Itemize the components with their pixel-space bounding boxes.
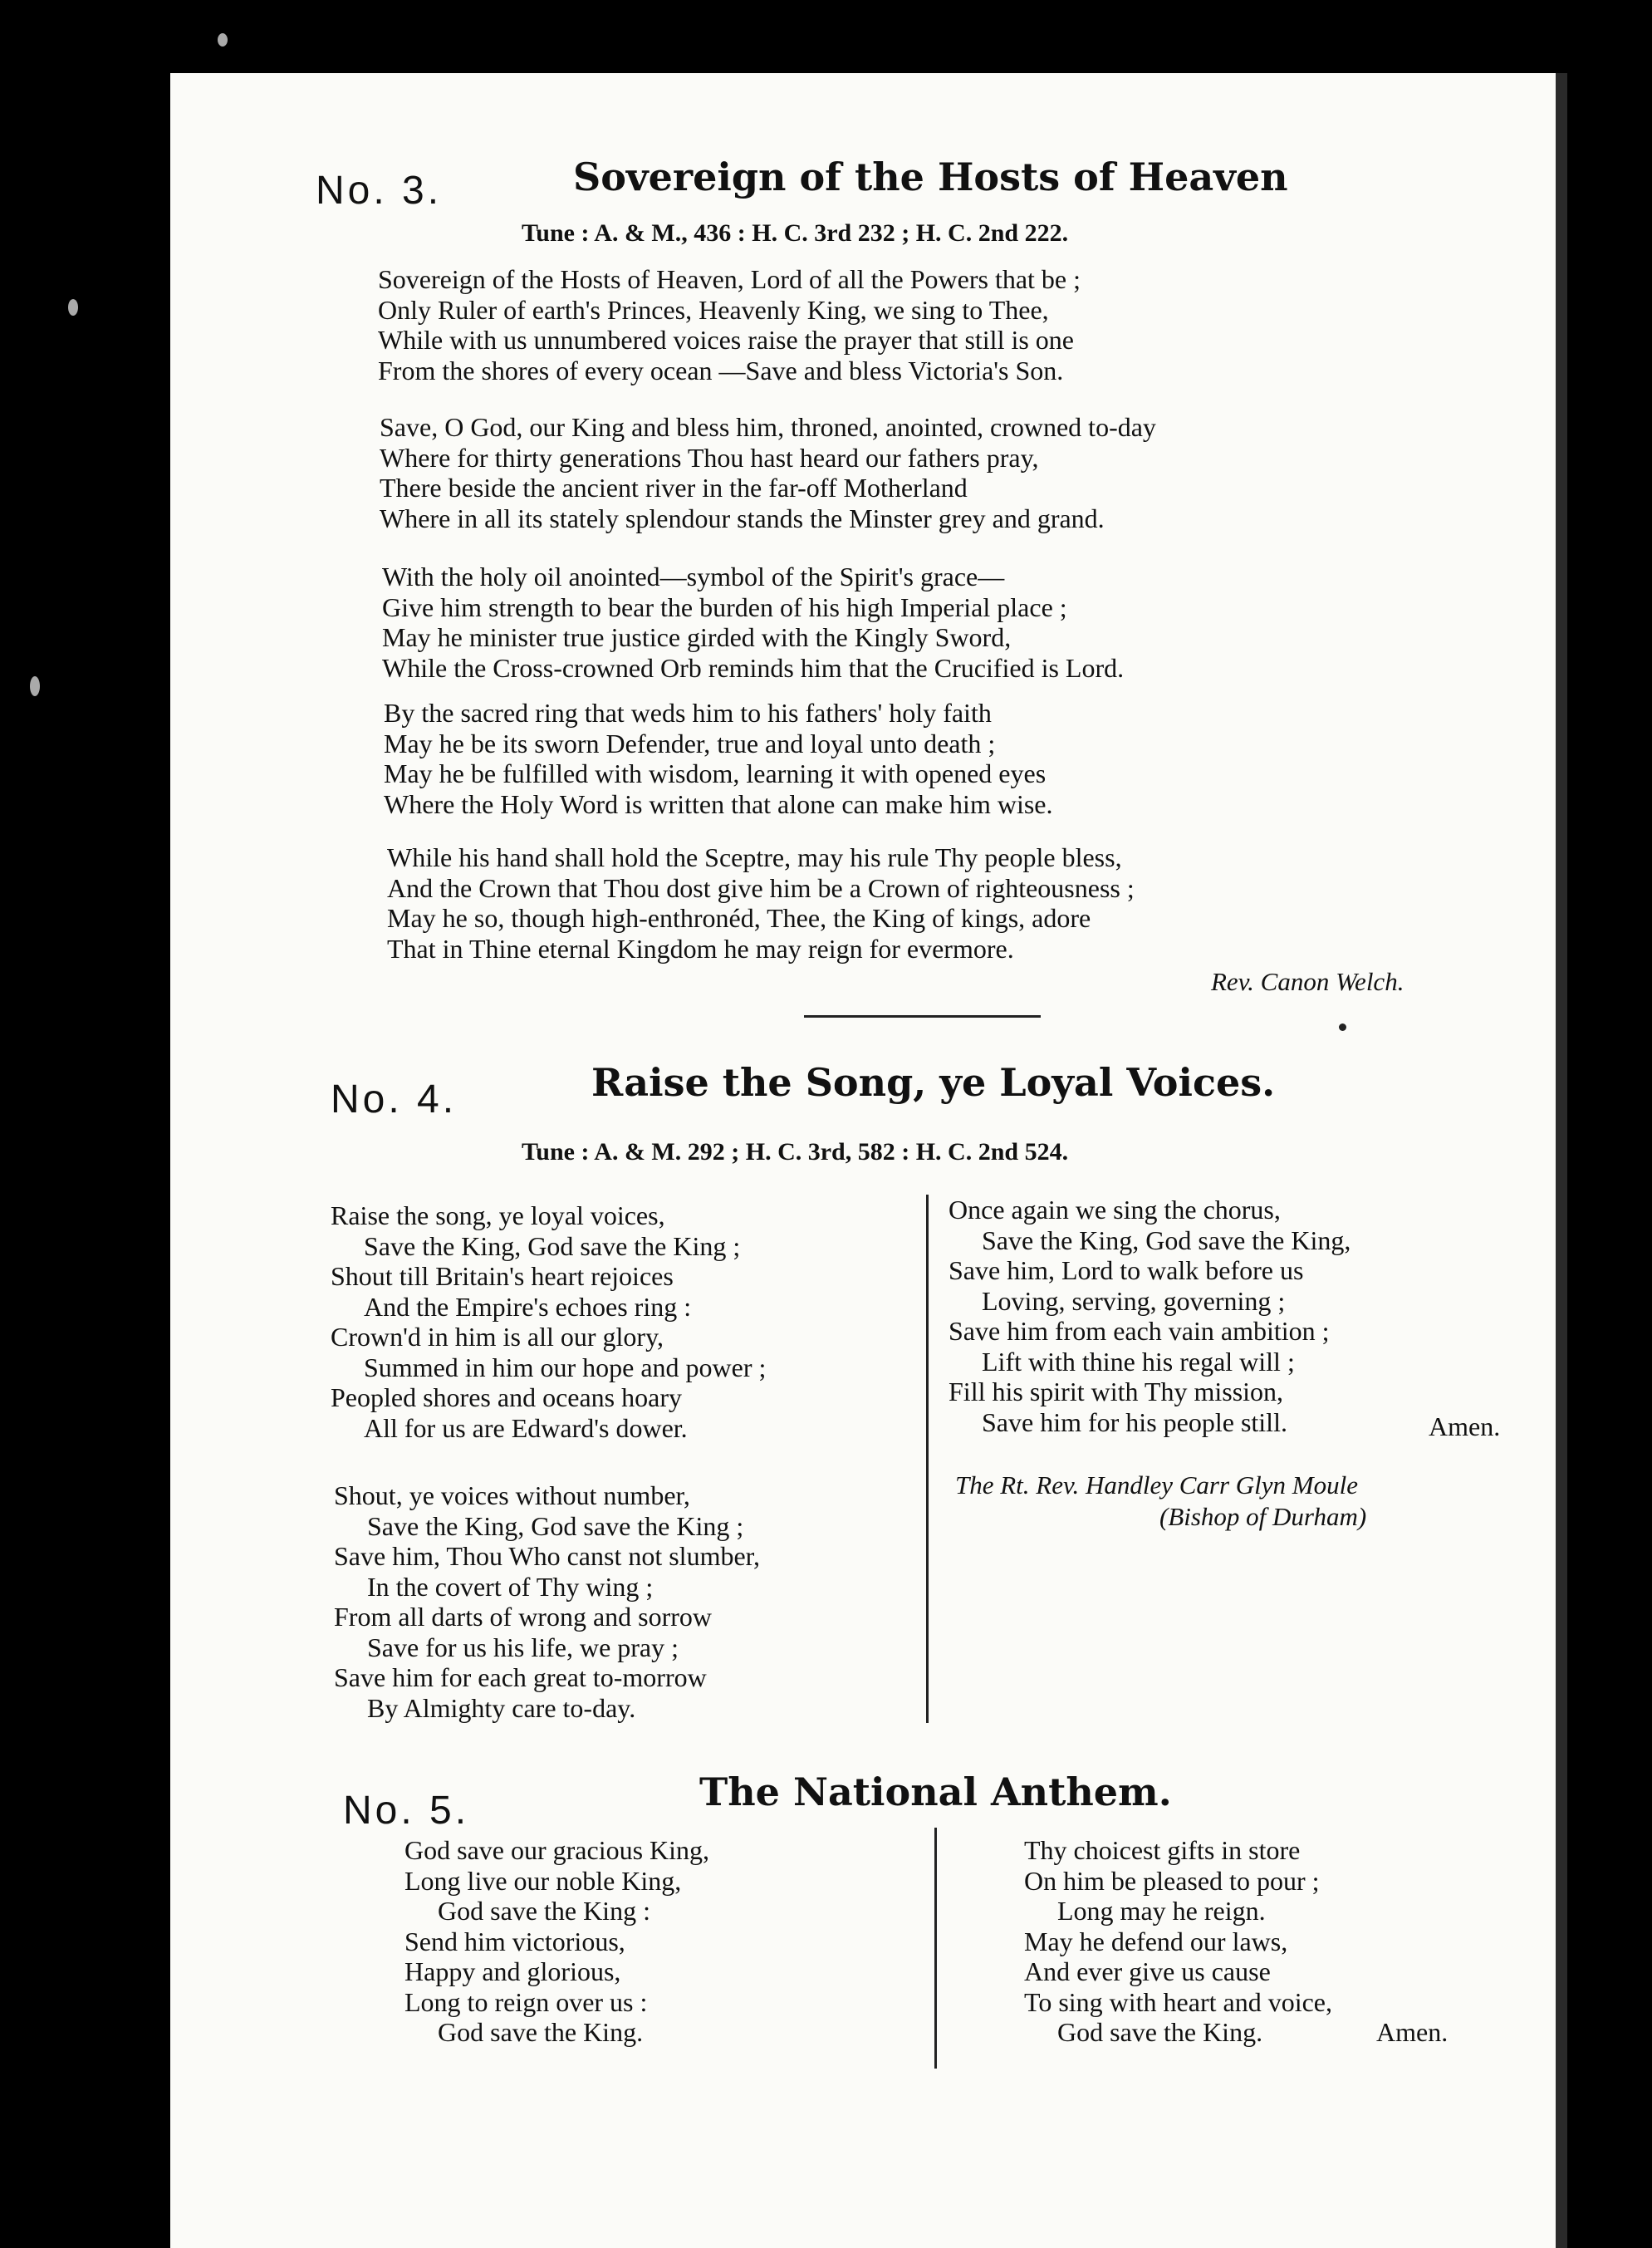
column-divider bbox=[934, 1828, 937, 2069]
verse-line: All for us are Edward's dower. bbox=[364, 1412, 688, 1443]
verse-line: While his hand shall hold the Sceptre, may his rule Thy people bless, bbox=[387, 842, 1122, 872]
hymn-verse bbox=[382, 562, 1124, 683]
verse-line: Save him for each great to-morrow bbox=[334, 1662, 707, 1692]
verse-line: Happy and glorious, bbox=[404, 1956, 621, 1986]
hymn-verse bbox=[334, 1480, 760, 1723]
hymn-number: No. 3. bbox=[316, 169, 443, 213]
amen-text: Amen. bbox=[1376, 2017, 1449, 2047]
verse-line: Save for us his life, we pray ; bbox=[367, 1632, 679, 1662]
print-dot bbox=[1339, 1023, 1346, 1031]
hymn-verse bbox=[404, 1835, 709, 2048]
verse-line: Long to reign over us : bbox=[404, 1986, 648, 2017]
verse-line: God save the King. bbox=[438, 2017, 644, 2047]
verse-line: On him be pleased to pour ; bbox=[1024, 1865, 1320, 1896]
hymn-verse bbox=[380, 412, 1156, 533]
hymn-number: No. 5. bbox=[343, 1789, 470, 1833]
hymn-number: No. 4. bbox=[331, 1077, 458, 1122]
verse-line: And ever give us cause bbox=[1024, 1956, 1271, 1986]
verse-line: Save, O God, our King and bless him, throned, anointed, crowned to-day bbox=[380, 412, 1156, 442]
hymn-verse bbox=[331, 1200, 766, 1443]
verse-line: Where in all its stately splendour stands the Minster grey and grand. bbox=[380, 503, 1105, 533]
hymn-title: The National Anthem. bbox=[699, 1769, 1172, 1814]
hymn-author-title: (Bishop of Durham) bbox=[1159, 1502, 1367, 1531]
hymn-title: Raise the Song, ye Loyal Voices. bbox=[591, 1060, 1276, 1105]
verse-line: Thy choicest gifts in store bbox=[1024, 1835, 1301, 1865]
verse-line: Where the Holy Word is written that alone can make him wise. bbox=[384, 788, 1053, 819]
verse-line: Lift with thine his regal will ; bbox=[982, 1346, 1295, 1377]
verse-line: While with us unnumbered voices raise the prayer that still is one bbox=[378, 325, 1074, 355]
verse-line: Save him, Thou Who canst not slumber, bbox=[334, 1541, 761, 1571]
verse-line: Save him, Lord to walk before us bbox=[949, 1255, 1304, 1285]
verse-line: Save the King, God save the King ; bbox=[367, 1510, 744, 1541]
verse-line: From the shores of every ocean —Save and bless Victoria's Son. bbox=[378, 355, 1064, 385]
verse-line: That in Thine eternal Kingdom he may reign for evermore. bbox=[387, 933, 1014, 964]
verse-line: There beside the ancient river in the far-off Motherland bbox=[380, 473, 968, 503]
verse-line: Save him from each vain ambition ; bbox=[949, 1316, 1330, 1346]
hymn-verse bbox=[384, 698, 1052, 819]
verse-line: Summed in him our hope and power ; bbox=[364, 1352, 767, 1382]
verse-line: Save the King, God save the King, bbox=[982, 1225, 1351, 1255]
amen-text: Amen. bbox=[1429, 1411, 1501, 1441]
verse-line: Save him for his people still. bbox=[982, 1406, 1287, 1437]
verse-line: Send him victorious, bbox=[404, 1926, 625, 1956]
verse-line: Raise the song, ye loyal voices, bbox=[331, 1200, 665, 1230]
hymn-verse bbox=[1024, 1835, 1332, 2048]
dust-speck bbox=[68, 299, 78, 316]
section-divider bbox=[804, 1015, 1041, 1018]
tune-line: Tune : A. & M. 292 ; H. C. 3rd, 582 : H. C. 2nd 524. bbox=[522, 1138, 1069, 1166]
verse-line: With the holy oil anointed—symbol of the Spirit's grace— bbox=[382, 562, 1005, 591]
verse-line: Crown'd in him is all our glory, bbox=[331, 1322, 664, 1352]
hymn-verse bbox=[949, 1195, 1351, 1437]
page-edge-shadow bbox=[1556, 73, 1567, 2248]
verse-line: Long may he reign. bbox=[1057, 1896, 1266, 1926]
verse-line: Only Ruler of earth's Princes, Heavenly King, we sing to Thee, bbox=[378, 294, 1049, 325]
verse-line: From all darts of wrong and sorrow bbox=[334, 1602, 713, 1632]
verse-line: And the Crown that Thou dost give him be a Crown of righteousness ; bbox=[387, 872, 1135, 903]
verse-line: Give him strength to bear the burden of his high Imperial place ; bbox=[382, 591, 1067, 622]
tune-line: Tune : A. & M., 436 : H. C. 3rd 232 ; H. C. 2nd 222. bbox=[522, 219, 1069, 247]
verse-line: Sovereign of the Hosts of Heaven, Lord of all the Powers that be ; bbox=[378, 264, 1081, 294]
verse-line: Save the King, God save the King ; bbox=[364, 1230, 741, 1261]
verse-line: God save the King : bbox=[438, 1896, 650, 1926]
verse-line: Peopled shores and oceans hoary bbox=[331, 1382, 682, 1412]
verse-line: Loving, serving, governing ; bbox=[982, 1285, 1286, 1316]
verse-line: God save the King. bbox=[1057, 2017, 1263, 2047]
verse-line: May he so, though high-enthronéd, Thee, the King of kings, adore bbox=[387, 903, 1091, 933]
verse-line: May he be its sworn Defender, true and loyal unto death ; bbox=[384, 728, 996, 758]
hymn-author: Rev. Canon Welch. bbox=[1211, 967, 1404, 996]
verse-line: Where for thirty generations Thou hast heard our fathers pray, bbox=[380, 442, 1039, 473]
verse-line: May he be fulfilled with wisdom, learning it with opened eyes bbox=[384, 758, 1047, 788]
hymn-title: Sovereign of the Hosts of Heaven bbox=[573, 155, 1288, 199]
column-divider bbox=[926, 1195, 929, 1723]
hymn-author: The Rt. Rev. Handley Carr Glyn Moule bbox=[955, 1470, 1358, 1499]
verse-line: Shout, ye voices without number, bbox=[334, 1480, 690, 1510]
verse-line: Once again we sing the chorus, bbox=[949, 1195, 1281, 1225]
verse-line: May he minister true justice girded with the Kingly Sword, bbox=[382, 622, 1012, 652]
verse-line: Long live our noble King, bbox=[404, 1865, 682, 1896]
hymn-verse bbox=[378, 264, 1081, 385]
verse-line: And the Empire's echoes ring : bbox=[364, 1291, 692, 1322]
verse-line: While the Cross-crowned Orb reminds him that the Crucified is Lord. bbox=[382, 652, 1125, 683]
verse-line: Fill his spirit with Thy mission, bbox=[949, 1377, 1284, 1406]
verse-line: God save our gracious King, bbox=[404, 1835, 710, 1865]
verse-line: May he defend our laws, bbox=[1024, 1926, 1288, 1956]
hymn-verse bbox=[387, 842, 1135, 964]
dust-speck bbox=[218, 33, 228, 47]
verse-line: Shout till Britain's heart rejoices bbox=[331, 1261, 674, 1291]
dust-speck bbox=[30, 676, 40, 696]
verse-line: By the sacred ring that weds him to his fathers' holy faith bbox=[384, 698, 992, 728]
verse-line: To sing with heart and voice, bbox=[1024, 1986, 1332, 2017]
verse-line: By Almighty care to-day. bbox=[367, 1692, 636, 1723]
verse-line: In the covert of Thy wing ; bbox=[367, 1571, 654, 1602]
